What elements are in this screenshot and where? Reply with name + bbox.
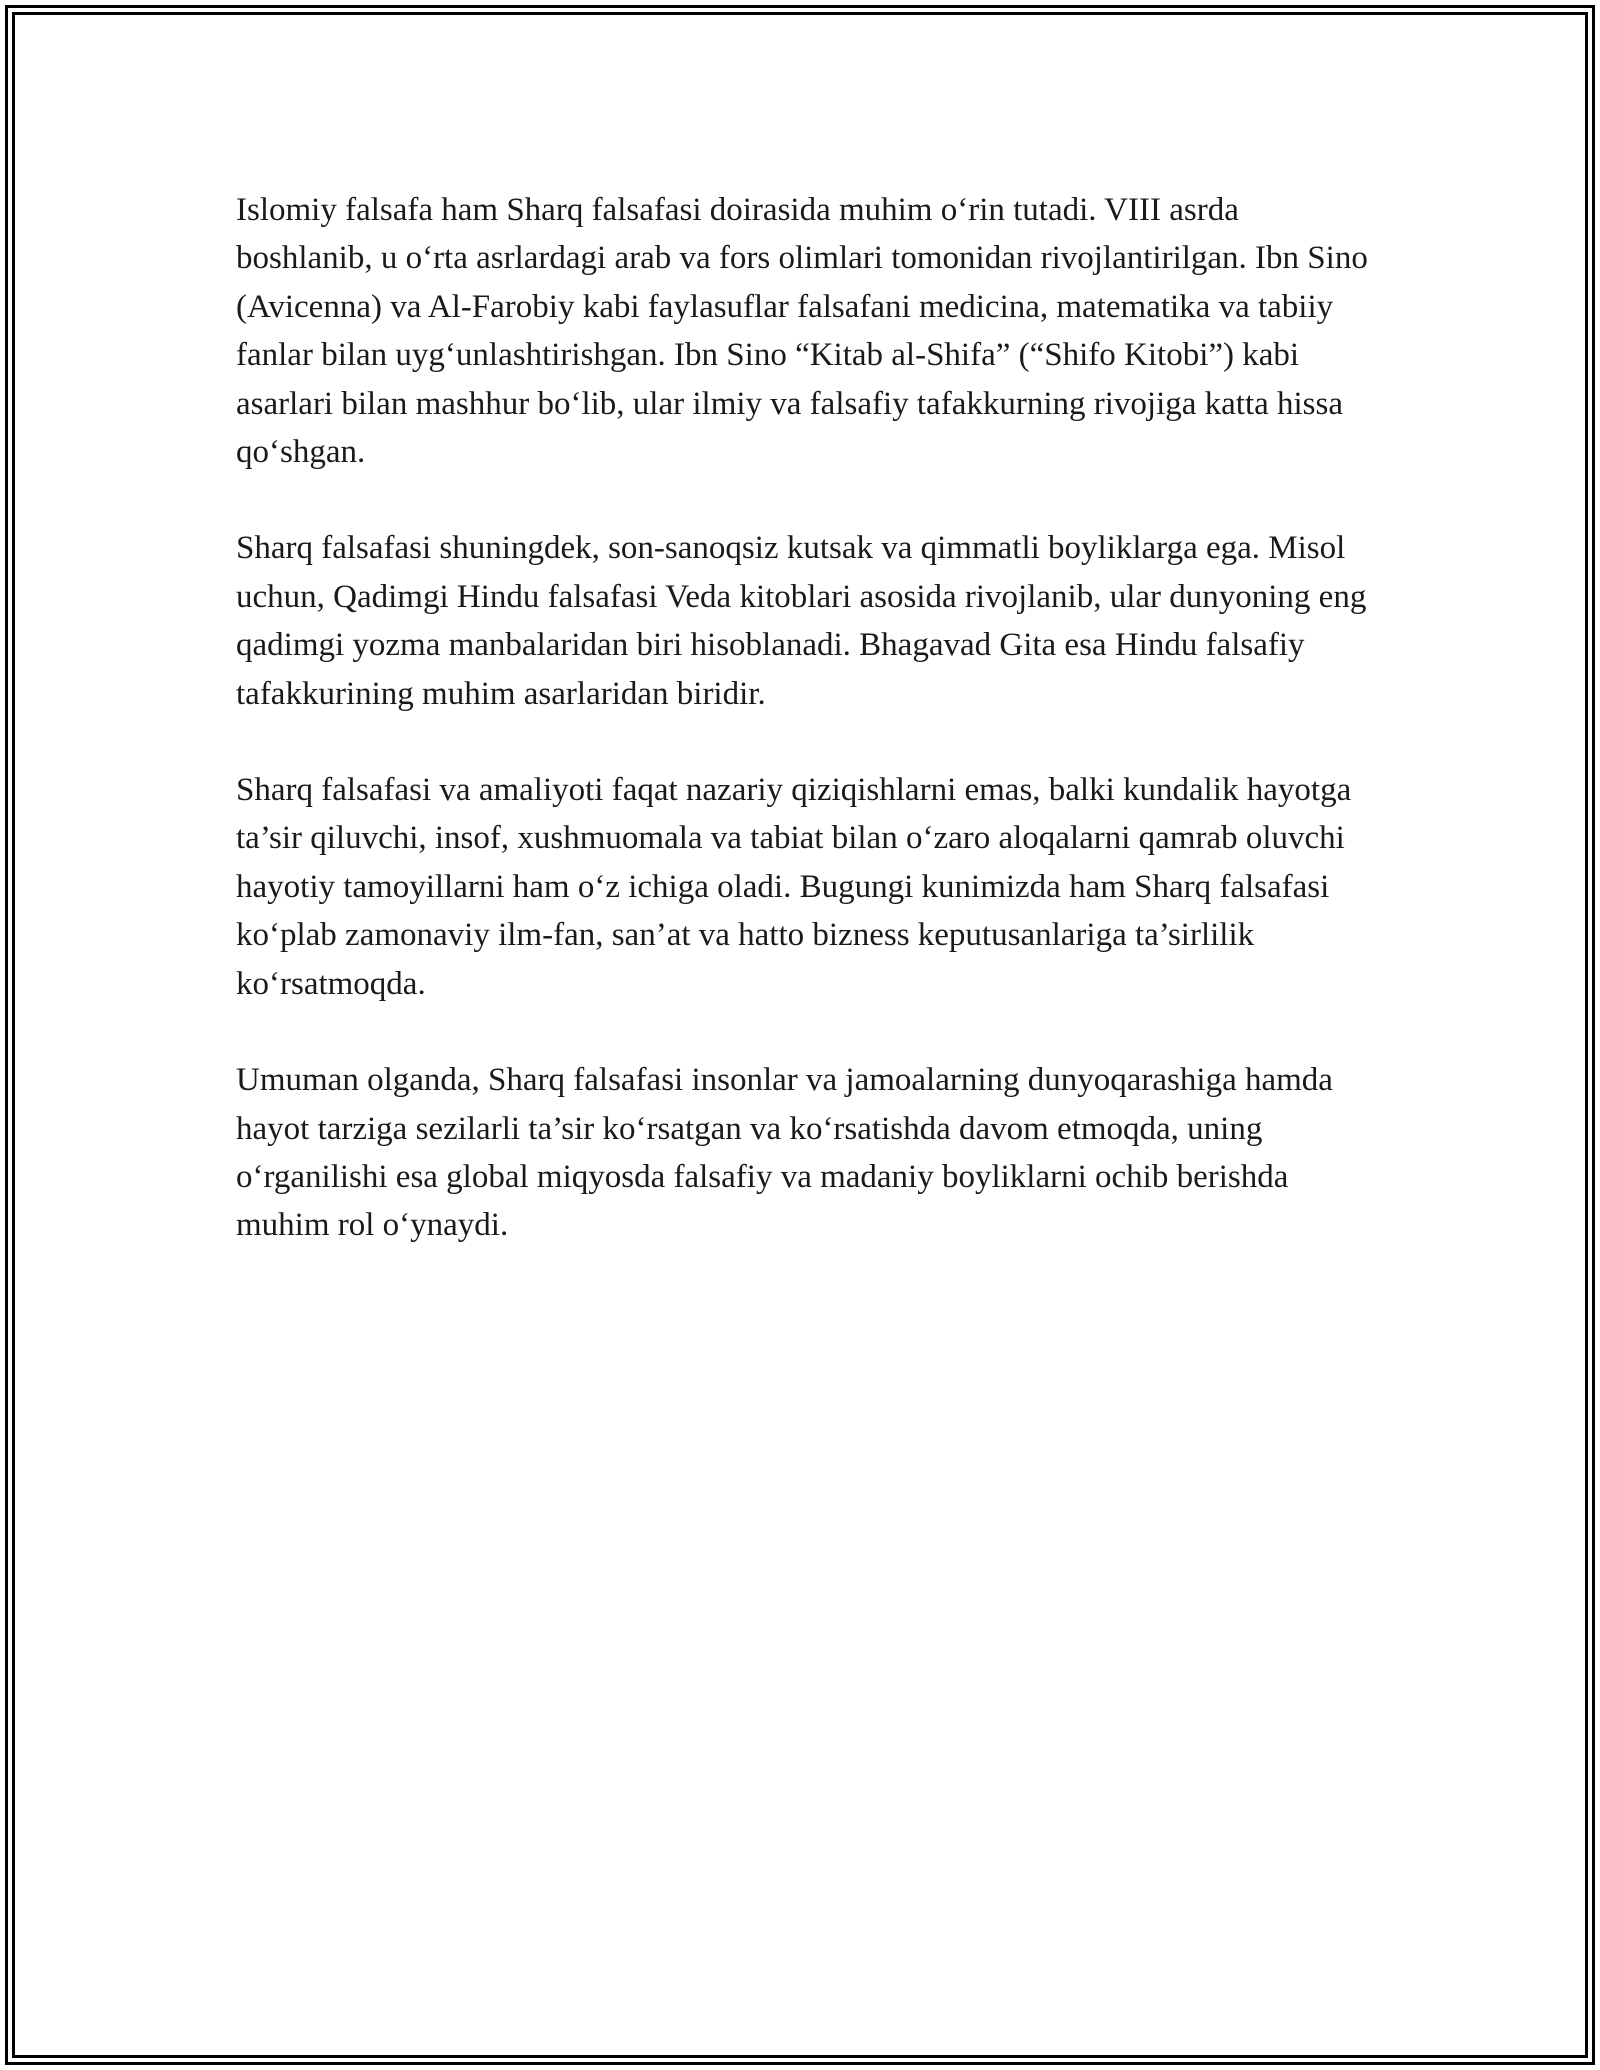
paragraph-islamic-philosophy: Islomiy falsafa ham Sharq falsafasi doirasida muhim o‘rin tutadi. VIII asrda boshlanib, u o‘rta asrlardagi arab va fors olimlari tomonidan rivojlantirilgan. Ibn Sino (Avicenna) va Al-Farobiy kabi faylasuflar falsafani medicina, matematika va tabiiy fanlar bilan uyg‘unlashtirishgan. Ibn Sino “Kitab al-Shifa” (“Shifo Kitobi”) kabi asarlari bilan mashhur bo‘lib, ular ilmiy va falsafiy tafakkurning rivojiga katta hissa qo‘shgan. xyxy=(236,192,1368,471)
paragraph-practical-influence: Sharq falsafasi va amaliyoti faqat nazariy qiziqishlarni emas, balki kundalik hayotga ta’sir qiluvchi, insof, xushmuomala va tabiat bilan o‘zaro aloqalarni qamrab oluvchi hayotiy tamoyillarni ham o‘z ichiga oladi. Bugungi kunimizda ham Sharq falsafasi ko‘plab zamonaviy ilm-fan, san’at va hatto bizness keputusanlariga ta’sirlilik ko‘rsatmoqda. xyxy=(236,772,1352,1002)
document-body xyxy=(236,186,1371,1298)
paragraph-hindu-philosophy: Sharq falsafasi shuningdek, son-sanoqsiz kutsak va qimmatli boyliklarga ega. Misol uchun, Qadimgi Hindu falsafasi Veda kitoblari asosida rivojlanib, ular dunyoning eng qadimgi yozma manbalaridan biri hisoblanadi. Bhagavad Gita esa Hindu falsafiy tafakkurining muhim asarlaridan biridir. xyxy=(236,530,1367,712)
paragraph-conclusion: Umuman olganda, Sharq falsafasi insonlar va jamoalarning dunyoqarashiga hamda hayot tarziga sezilarli ta’sir ko‘rsatgan va ko‘rsatishda davom etmoqda, uning o‘rganilishi esa global miqyosda falsafiy va madaniy boyliklarni ochib berishda muhim rol o‘ynaydi. xyxy=(236,1062,1333,1244)
